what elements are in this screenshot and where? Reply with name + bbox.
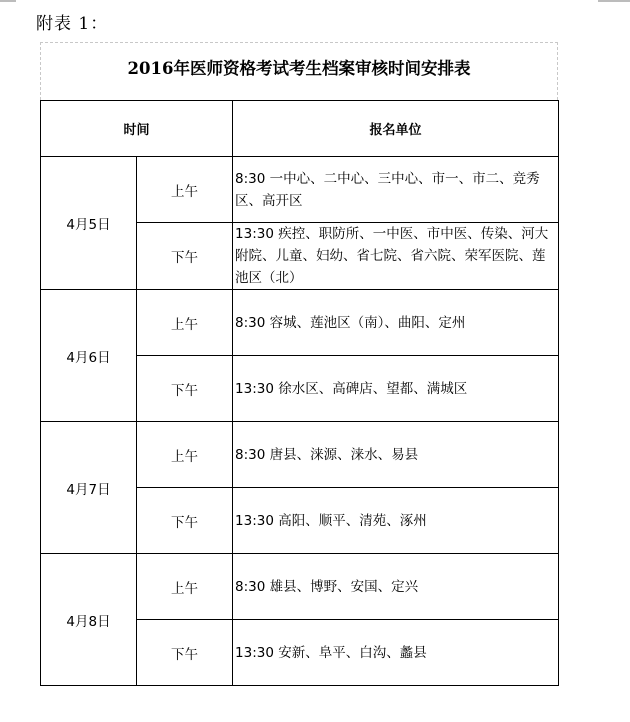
table-row [41, 290, 559, 356]
header-units: 报名单位 [233, 101, 559, 157]
table-row [41, 422, 559, 488]
units-cell: 13:30 徐水区、高碑店、望都、满城区 [233, 356, 559, 422]
period-am: 上午 [137, 554, 233, 620]
day-cell: 4月7日 [41, 422, 137, 554]
page-corner-mark-left [0, 0, 16, 2]
units-cell: 8:30 一中心、二中心、三中心、市一、市二、竞秀区、高开区 [233, 157, 559, 223]
units-cell: 8:30 唐县、涞源、涞水、易县 [233, 422, 559, 488]
units-cell: 8:30 容城、莲池区（南）、曲阳、定州 [233, 290, 559, 356]
page-corner-mark-right [598, 0, 630, 2]
period-pm: 下午 [137, 223, 233, 290]
units-cell: 13:30 高阳、顺平、清苑、涿州 [233, 488, 559, 554]
units-cell: 13:30 安新、阜平、白沟、蠡县 [233, 620, 559, 686]
period-pm: 下午 [137, 356, 233, 422]
appendix-caption: 附表 1： [36, 14, 109, 34]
schedule-table [40, 100, 559, 686]
period-pm: 下午 [137, 620, 233, 686]
document-title: 2016年医师资格考试考生档案审核时间安排表 [127, 59, 471, 78]
table-row [41, 157, 559, 223]
units-cell: 8:30 雄县、博野、安国、定兴 [233, 554, 559, 620]
day-cell: 4月5日 [41, 157, 137, 290]
period-am: 上午 [137, 422, 233, 488]
header-time: 时间 [41, 101, 233, 157]
table-row [41, 554, 559, 620]
period-am: 上午 [137, 157, 233, 223]
day-cell: 4月6日 [41, 290, 137, 422]
day-cell: 4月8日 [41, 554, 137, 686]
units-cell: 13:30 疾控、职防所、一中医、市中医、传染、河大附院、儿童、妇幼、省七院、省六院、荣军医院、莲池区（北） [233, 223, 559, 290]
table-header-row [41, 101, 559, 157]
period-pm: 下午 [137, 488, 233, 554]
period-am: 上午 [137, 290, 233, 356]
